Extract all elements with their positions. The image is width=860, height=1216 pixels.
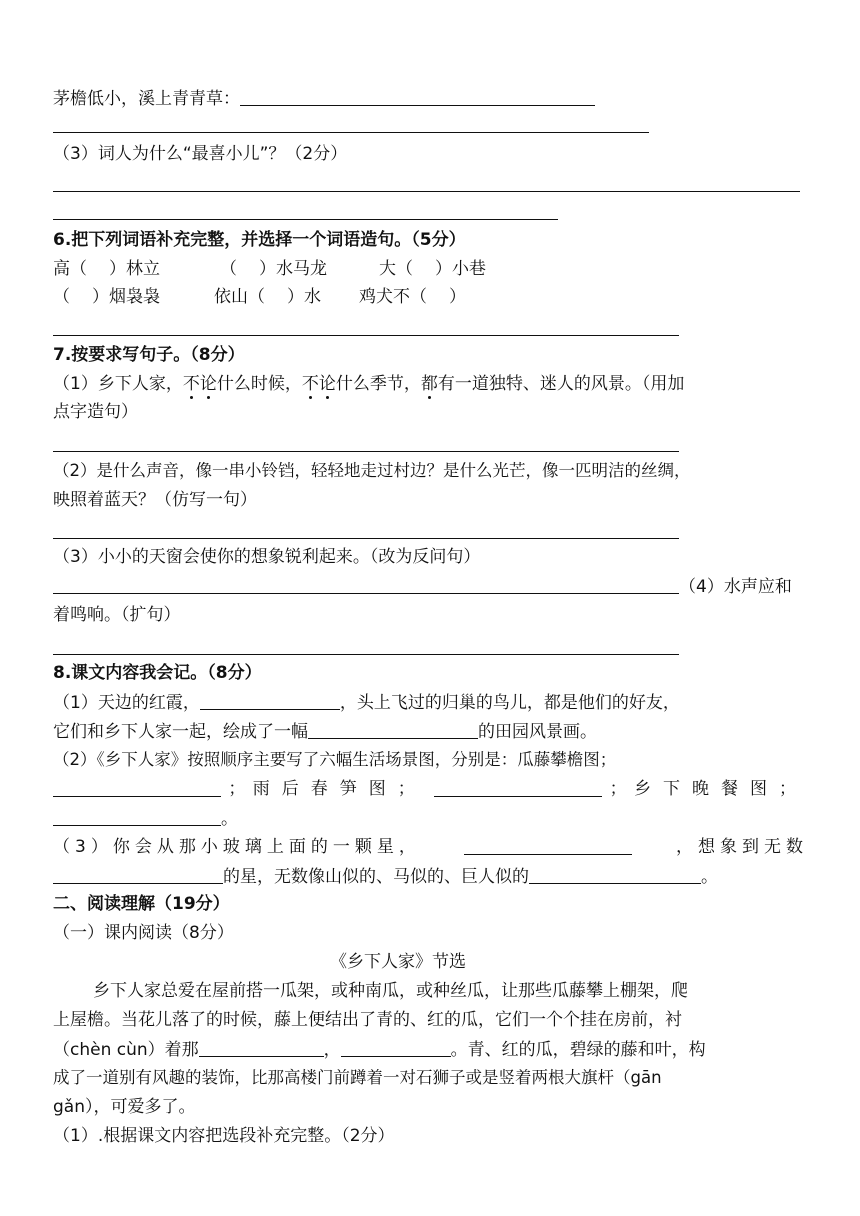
q6-word-part: ）烟袅袅: [92, 287, 160, 307]
q6-word-part: 高（: [53, 259, 87, 279]
passage-line: 乡下人家总爱在屋前搭一瓜架，或种南瓜，或种丝瓜，让那些瓜藤攀上棚架，爬: [93, 981, 688, 1001]
question-5-3: （3）词人为什么“最喜小儿”？（2分）: [53, 144, 348, 164]
answer-blank[interactable]: [529, 865, 701, 884]
answer-line[interactable]: [53, 451, 679, 452]
q6-word-part: ）: [449, 287, 466, 307]
q6-word-part: ）水: [287, 287, 321, 307]
answer-blank[interactable]: [53, 865, 223, 884]
dotted-char: 论: [318, 374, 336, 394]
q6-row-1: [53, 258, 486, 280]
reading-question-1: （1）.根据课文内容把选段补充完整。（2分）: [53, 1126, 395, 1146]
maoyan-label: 茅檐低小，溪上青青草：: [53, 89, 240, 109]
dotted-char: 不: [301, 374, 319, 394]
passage-line: 成了一道别有风趣的装饰，比那高楼门前蹲着一对石狮子或是竖着两根大旗杆（gān: [53, 1068, 662, 1087]
text: 。青、红的瓜，碧绿的藤和叶，构: [450, 1040, 706, 1060]
dotted-char: 都: [420, 374, 438, 394]
text: ；: [609, 779, 627, 799]
passage-line: 上屋檐。当花儿落了的时候，藤上便结出了青的、红的瓜，它们一个个挂在房前，衬: [53, 1010, 682, 1030]
text: 什么季节，: [335, 374, 421, 394]
q7-sentence-4-cont: 着鸣响。（扩句）: [53, 605, 181, 625]
q6-word-part: （: [220, 259, 237, 279]
q7-sentence-2-cont: 映照着蓝天？（仿写一句）: [53, 490, 257, 510]
text: （4）水声应和: [679, 577, 792, 597]
maoyan-line: [53, 87, 595, 109]
dotted-char: 不: [182, 374, 200, 394]
q8-item-1-cont: [53, 720, 597, 742]
text: （chèn cùn）着那: [53, 1040, 199, 1060]
answer-blank[interactable]: [200, 691, 340, 710]
q8-item-3: [53, 836, 808, 858]
q6-word-part: （: [53, 287, 70, 307]
section-2-1-title: （一）课内阅读（8分）: [53, 923, 234, 943]
text: ，: [323, 1040, 341, 1060]
answer-line[interactable]: [53, 191, 800, 192]
q6-word-part: ）小巷: [435, 259, 486, 279]
answer-blank[interactable]: [434, 778, 602, 797]
q6-word-part: 鸡犬不（: [359, 287, 427, 307]
text: 。: [701, 867, 718, 887]
answer-blank[interactable]: [199, 1038, 324, 1057]
q6-row-2: [53, 286, 466, 308]
q7-sentence-1-cont: 点字造句）: [53, 402, 138, 422]
q8-item-2: （2）《乡下人家》按照顺序主要写了六幅生活场景图，分别是：瓜藤攀檐图；: [53, 750, 617, 769]
answer-blank[interactable]: [53, 807, 221, 826]
text: 有一道独特、迷人的风景。（用加: [437, 374, 685, 394]
text: 什么时候，: [216, 374, 302, 394]
answer-line[interactable]: [53, 219, 558, 220]
answer-line[interactable]: [53, 538, 679, 539]
q7-sentence-2: （2）是什么声音，像一串小铃铛，轻轻地走过村边？是什么光芒，像一匹明洁的丝绸，: [53, 461, 691, 480]
q6-word-part: ）林立: [109, 259, 160, 279]
q7-sentence-4: [53, 575, 792, 597]
q8-item-2-end: [53, 807, 238, 829]
text: 雨后春笋图；: [252, 779, 427, 799]
dotted-char: 论: [199, 374, 217, 394]
answer-blank[interactable]: [53, 575, 679, 594]
answer-blank[interactable]: [240, 87, 595, 106]
passage-line: gǎn），可爱多了。: [53, 1097, 196, 1117]
passage-title: 《乡下人家》节选: [330, 952, 466, 972]
answer-blank[interactable]: [341, 1038, 451, 1057]
q8-item-2-cont: [53, 778, 808, 800]
text: 的星，无数像山似的、马似的、巨人似的: [223, 867, 529, 887]
answer-blank[interactable]: [464, 836, 632, 855]
answer-line[interactable]: [53, 654, 679, 655]
text: 的田园风景画。: [478, 722, 597, 742]
q6-word-part: 大（: [379, 259, 413, 279]
q6-word-part: 依山（: [214, 287, 265, 307]
text: 。: [221, 809, 238, 829]
text: （1）乡下人家，: [53, 374, 183, 394]
text: ，想象到无数: [675, 837, 808, 857]
text: 乡下晚餐图；: [633, 779, 808, 799]
q8-item-1: [53, 691, 680, 713]
answer-line[interactable]: [53, 132, 649, 133]
text: 它们和乡下人家一起，绘成了一幅: [53, 722, 308, 742]
question-6-title: 6.把下列词语补充完整，并选择一个词语造句。（5分）: [53, 230, 466, 250]
text: （1）天边的红霞，: [53, 693, 200, 713]
passage-line-blanks: [53, 1038, 706, 1060]
text: ；: [228, 779, 246, 799]
answer-blank[interactable]: [308, 720, 478, 739]
q6-word-part: ）水马龙: [259, 259, 327, 279]
question-8-title: 8.课文内容我会记。（8分）: [53, 663, 262, 683]
q7-sentence-1: [53, 373, 684, 395]
answer-line[interactable]: [53, 335, 679, 336]
text: （3）你会从那小玻璃上面的一颗星，: [53, 837, 421, 857]
section-2-title: 二、阅读理解（19分）: [53, 894, 230, 914]
q7-sentence-3: （3）小小的天窗会使你的想象锐利起来。（改为反问句）: [53, 547, 481, 567]
question-7-title: 7.按要求写句子。（8分）: [53, 345, 245, 365]
q8-item-3-cont: [53, 865, 718, 887]
answer-blank[interactable]: [53, 778, 221, 797]
text: ，头上飞过的归巢的鸟儿，都是他们的好友，: [339, 693, 680, 713]
